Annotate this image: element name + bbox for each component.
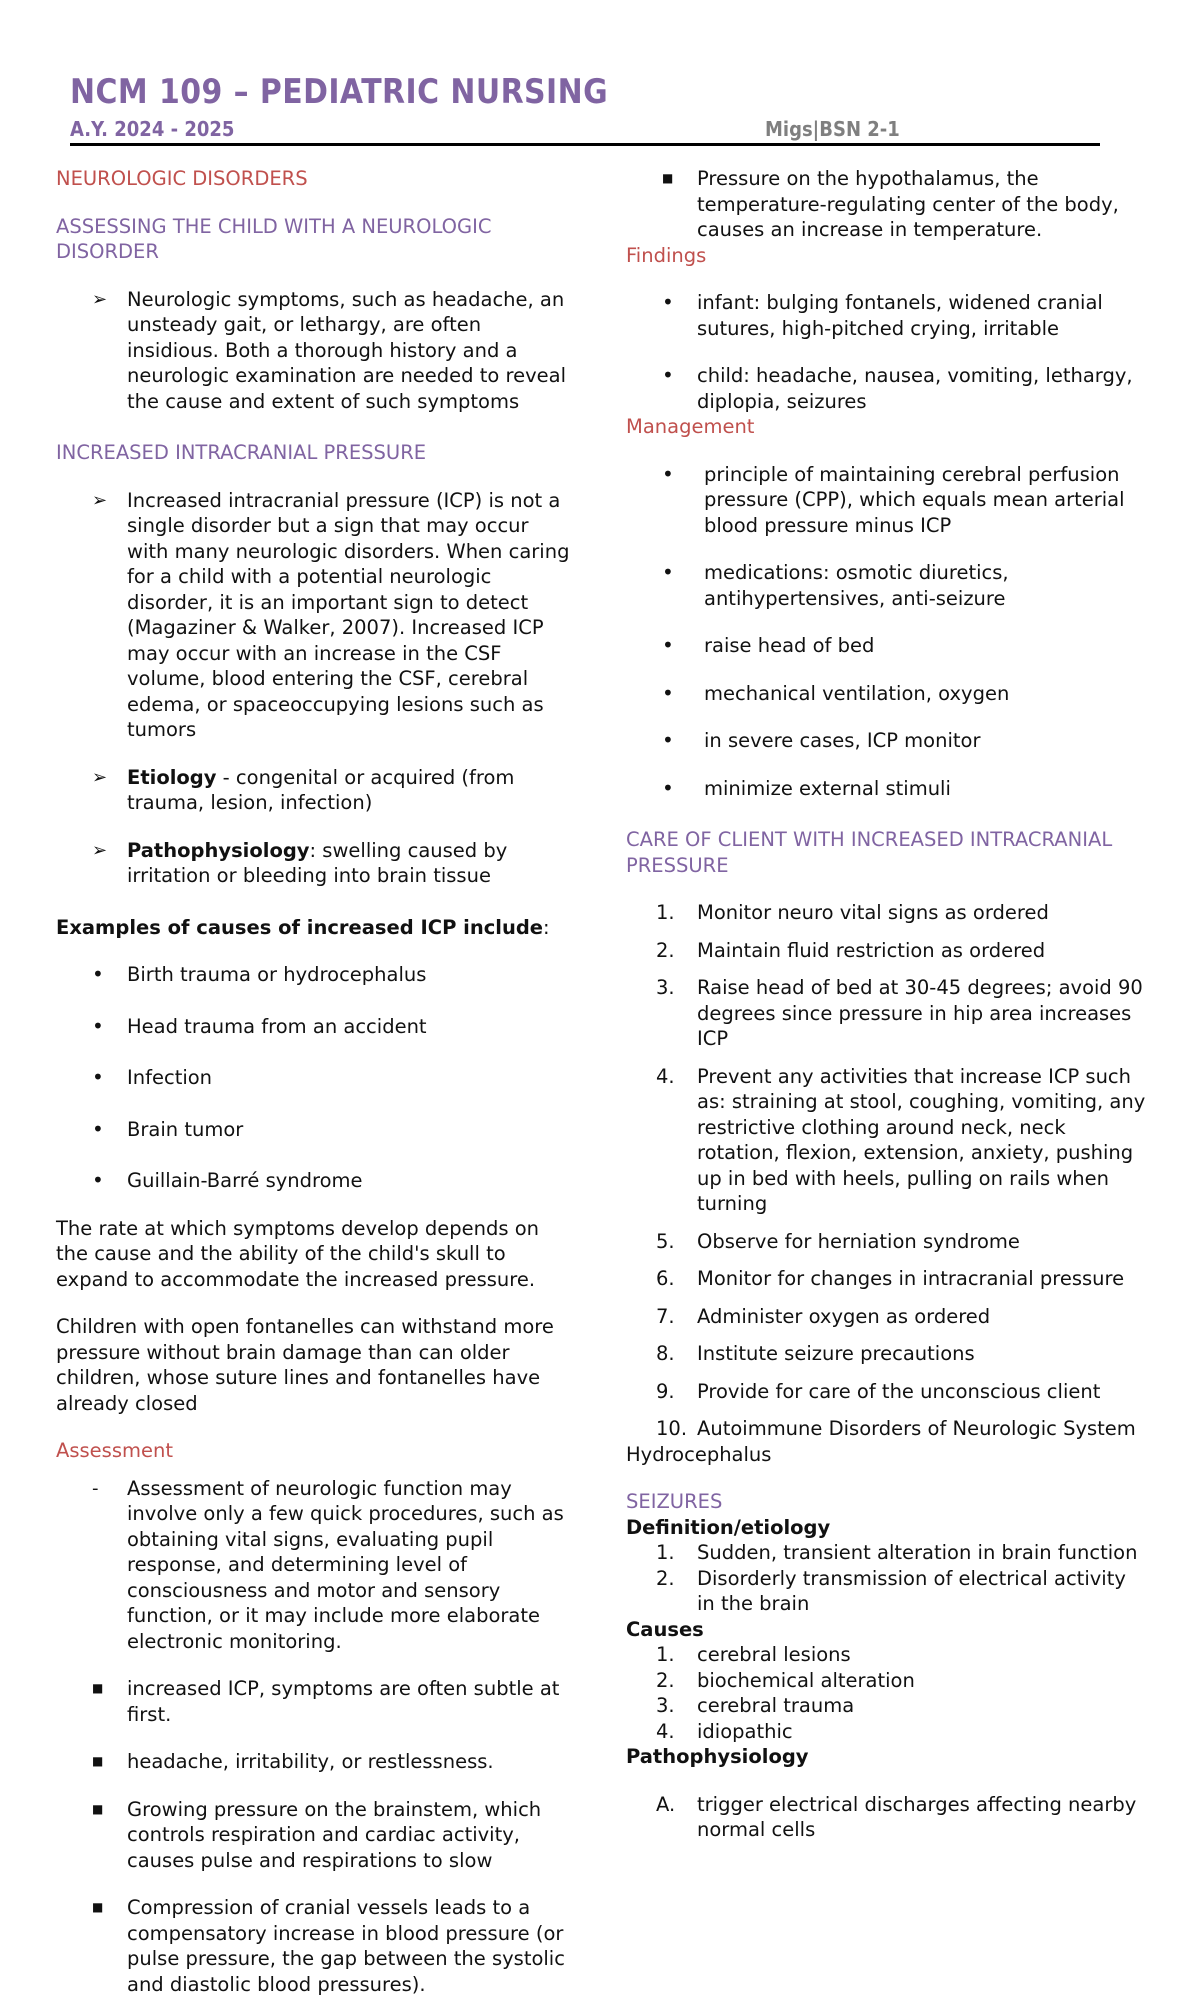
list-item: ■ Pressure on the hypothalamus, the temperature-regulating center of the body, causes an increase in temperature. (662, 167, 1119, 241)
list-item: • infant: bulging fontanels, widened cranial sutures, high-pitched crying, irritable (662, 290, 1103, 340)
list-item: ➢ Neurologic symptoms, such as headache, an unsteady gait, or lethargy, are often insidious. Both a thorough history and a neurologic examination are needed to reveal the cause and extent of such symptoms (92, 287, 567, 413)
left-column (56, 160, 576, 1997)
heading-seizures: SEIZURES (626, 1490, 723, 1513)
list-item: • raise head of bed (662, 633, 875, 657)
list-item: 9. Provide for care of the unconscious client (656, 1379, 1101, 1403)
list-item: • child: headache, nausea, vomiting, lethargy, diplopia, seizures (662, 363, 1133, 413)
square-bullet-icon: ■ (662, 171, 674, 185)
list-item: 3. cerebral trauma (656, 1694, 855, 1717)
heading-management: Management (626, 415, 755, 438)
list-item: 4. Prevent any activities that increase ICP such as: straining at stool, coughing, vomiting, any restrictive clothing around neck, neck rotation, flexion, extension, anxiety, pushing up in bed with heels, pulling on rails when turning (656, 1064, 1146, 1215)
bullet-icon: • (662, 775, 674, 800)
arrow-bullet-icon: ➢ (92, 288, 108, 310)
examples-label: Examples of causes of increased ICP include: (56, 915, 550, 939)
heading-increased-icp: INCREASED INTRACRANIAL PRESSURE (56, 441, 427, 464)
bullet-icon: • (92, 1013, 104, 1038)
list-item: • Infection (92, 1065, 213, 1089)
author-label: Migs|BSN 2-1 (765, 117, 900, 141)
list-item: ■ Growing pressure on the brainstem, which controls respiration and cardiac activity, causes pulse and respirations to slow (92, 1797, 542, 1872)
arrow-bullet-icon: ➢ (92, 766, 108, 788)
list-item: • Birth trauma or hydrocephalus (92, 962, 427, 986)
list-item: ■ headache, irritability, or restlessness. (92, 1750, 494, 1773)
dash-bullet-icon: - (92, 1477, 99, 1499)
square-bullet-icon: ■ (92, 1681, 104, 1695)
bullet-icon: • (662, 728, 674, 752)
bullet-icon: • (92, 1168, 104, 1192)
bullet-icon: • (662, 290, 674, 314)
bullet-icon: • (92, 1116, 104, 1141)
heading-assessing-child: ASSESSING THE CHILD WITH A NEUROLOGIC DISORDER (56, 214, 492, 263)
paragraph-rate: The rate at which symptoms develop depends on the cause and the ability of the child's skull to expand to accommodate the increased pressure. (56, 1216, 540, 1291)
list-item-pathophysiology: ➢ Pathophysiology: swelling caused by irritation or bleeding into brain tissue (92, 838, 508, 887)
pathophysiology-label: Pathophysiology (626, 1745, 809, 1768)
section-title-neurologic-disorders: NEUROLOGIC DISORDERS (56, 167, 308, 190)
bullet-icon: • (92, 1065, 104, 1089)
list-item: 3. Raise head of bed at 30-45 degrees; avoid 90 degrees since pressure in hip area increases ICP (656, 976, 1143, 1050)
arrow-bullet-icon: ➢ (92, 489, 108, 511)
list-item: 1. Sudden, transient alteration in brain function (656, 1541, 1138, 1564)
list-item: 2. biochemical alteration (656, 1668, 915, 1692)
list-item: ➢ Increased intracranial pressure (ICP) is not a single disorder but a sign that may occur with many neurologic disorders. When caring for a child with a potential neurologic disorder, it is an important sign to detect (Magaziner & Walker, 2007). Increased ICP may occur with an increase in the CSF volume, blood entering the CSF, cerebral edema, or spaceoccupying lesions such as tumors (92, 488, 570, 741)
list-item: • minimize external stimuli (662, 775, 951, 800)
list-item: • Head trauma from an accident (92, 1013, 427, 1038)
list-item: • Guillain-Barré syndrome (92, 1168, 363, 1192)
right-column (626, 160, 1146, 1843)
list-item: 7. Administer oxygen as ordered (656, 1304, 991, 1328)
square-bullet-icon: ■ (92, 1900, 104, 1914)
hydrocephalus-label: Hydrocephalus (626, 1442, 772, 1466)
bullet-icon: • (662, 461, 674, 486)
list-item: 2. Disorderly transmission of electrical activity in the brain (656, 1566, 1126, 1615)
list-item: 1. Monitor neuro vital signs as ordered (656, 901, 1049, 924)
list-item: A. trigger electrical discharges affecting nearby normal cells (656, 1792, 1137, 1841)
list-item: • in severe cases, ICP monitor (662, 728, 981, 752)
list-item: 5. Observe for herniation syndrome (656, 1229, 1020, 1253)
list-item: • principle of maintaining cerebral perfusion pressure (CPP), which equals mean arterial blood pressure minus ICP (662, 461, 1125, 537)
document-title: NCM 109 – PEDIATRIC NURSING (70, 72, 609, 112)
heading-findings: Findings (626, 243, 707, 267)
arrow-bullet-icon: ➢ (92, 839, 108, 861)
list-item: - Assessment of neurologic function may involve only a few quick procedures, such as obtaining vital signs, evaluating pupil response, and determining level of consciousness and motor and sensory function, or it may include more elaborate electronic monitoring. (92, 1476, 564, 1653)
bullet-icon: • (662, 560, 674, 584)
heading-care-of-client: CARE OF CLIENT WITH INCREASED INTRACRANIAL PRESSURE (626, 828, 1113, 877)
bullet-icon: • (662, 633, 674, 657)
list-item: • medications: osmotic diuretics, antihypertensives, anti-seizure (662, 560, 1009, 610)
academic-year: A.Y. 2024 - 2025 (70, 117, 235, 141)
bullet-icon: • (662, 363, 674, 387)
paragraph-fontanelles: Children with open fontanelles can withstand more pressure without brain damage than can older children, whose suture lines and fontanelles have already closed (56, 1315, 554, 1415)
list-item: • Brain tumor (92, 1116, 244, 1141)
list-item: 10. Autoimmune Disorders of Neurologic System (656, 1417, 1136, 1440)
list-item: ■ Compression of cranial vessels leads to a compensatory increase in blood pressure (or pulse pressure, the gap between the systolic and diastolic blood pressures). (92, 1896, 565, 1996)
list-item: 2. Maintain fluid restriction as ordered (656, 938, 1046, 962)
heading-assessment: Assessment (56, 1439, 173, 1462)
list-item: 1. cerebral lesions (656, 1643, 851, 1666)
definition-etiology-label: Definition/etiology (626, 1515, 831, 1539)
list-item: • mechanical ventilation, oxygen (662, 680, 1010, 705)
causes-label: Causes (626, 1617, 704, 1641)
header-divider (70, 143, 1100, 146)
bullet-icon: • (92, 962, 104, 986)
square-bullet-icon: ■ (92, 1754, 104, 1768)
bullet-icon: • (662, 680, 674, 705)
list-item: 6. Monitor for changes in intracranial pressure (656, 1267, 1125, 1290)
list-item-etiology: ➢ Etiology - congenital or acquired (from trauma, lesion, infection) (92, 765, 515, 814)
square-bullet-icon: ■ (92, 1801, 104, 1816)
list-item: 4. idiopathic (656, 1719, 793, 1743)
list-item: 8. Institute seizure precautions (656, 1342, 975, 1365)
list-item: ■ increased ICP, symptoms are often subtle at first. (92, 1677, 560, 1726)
